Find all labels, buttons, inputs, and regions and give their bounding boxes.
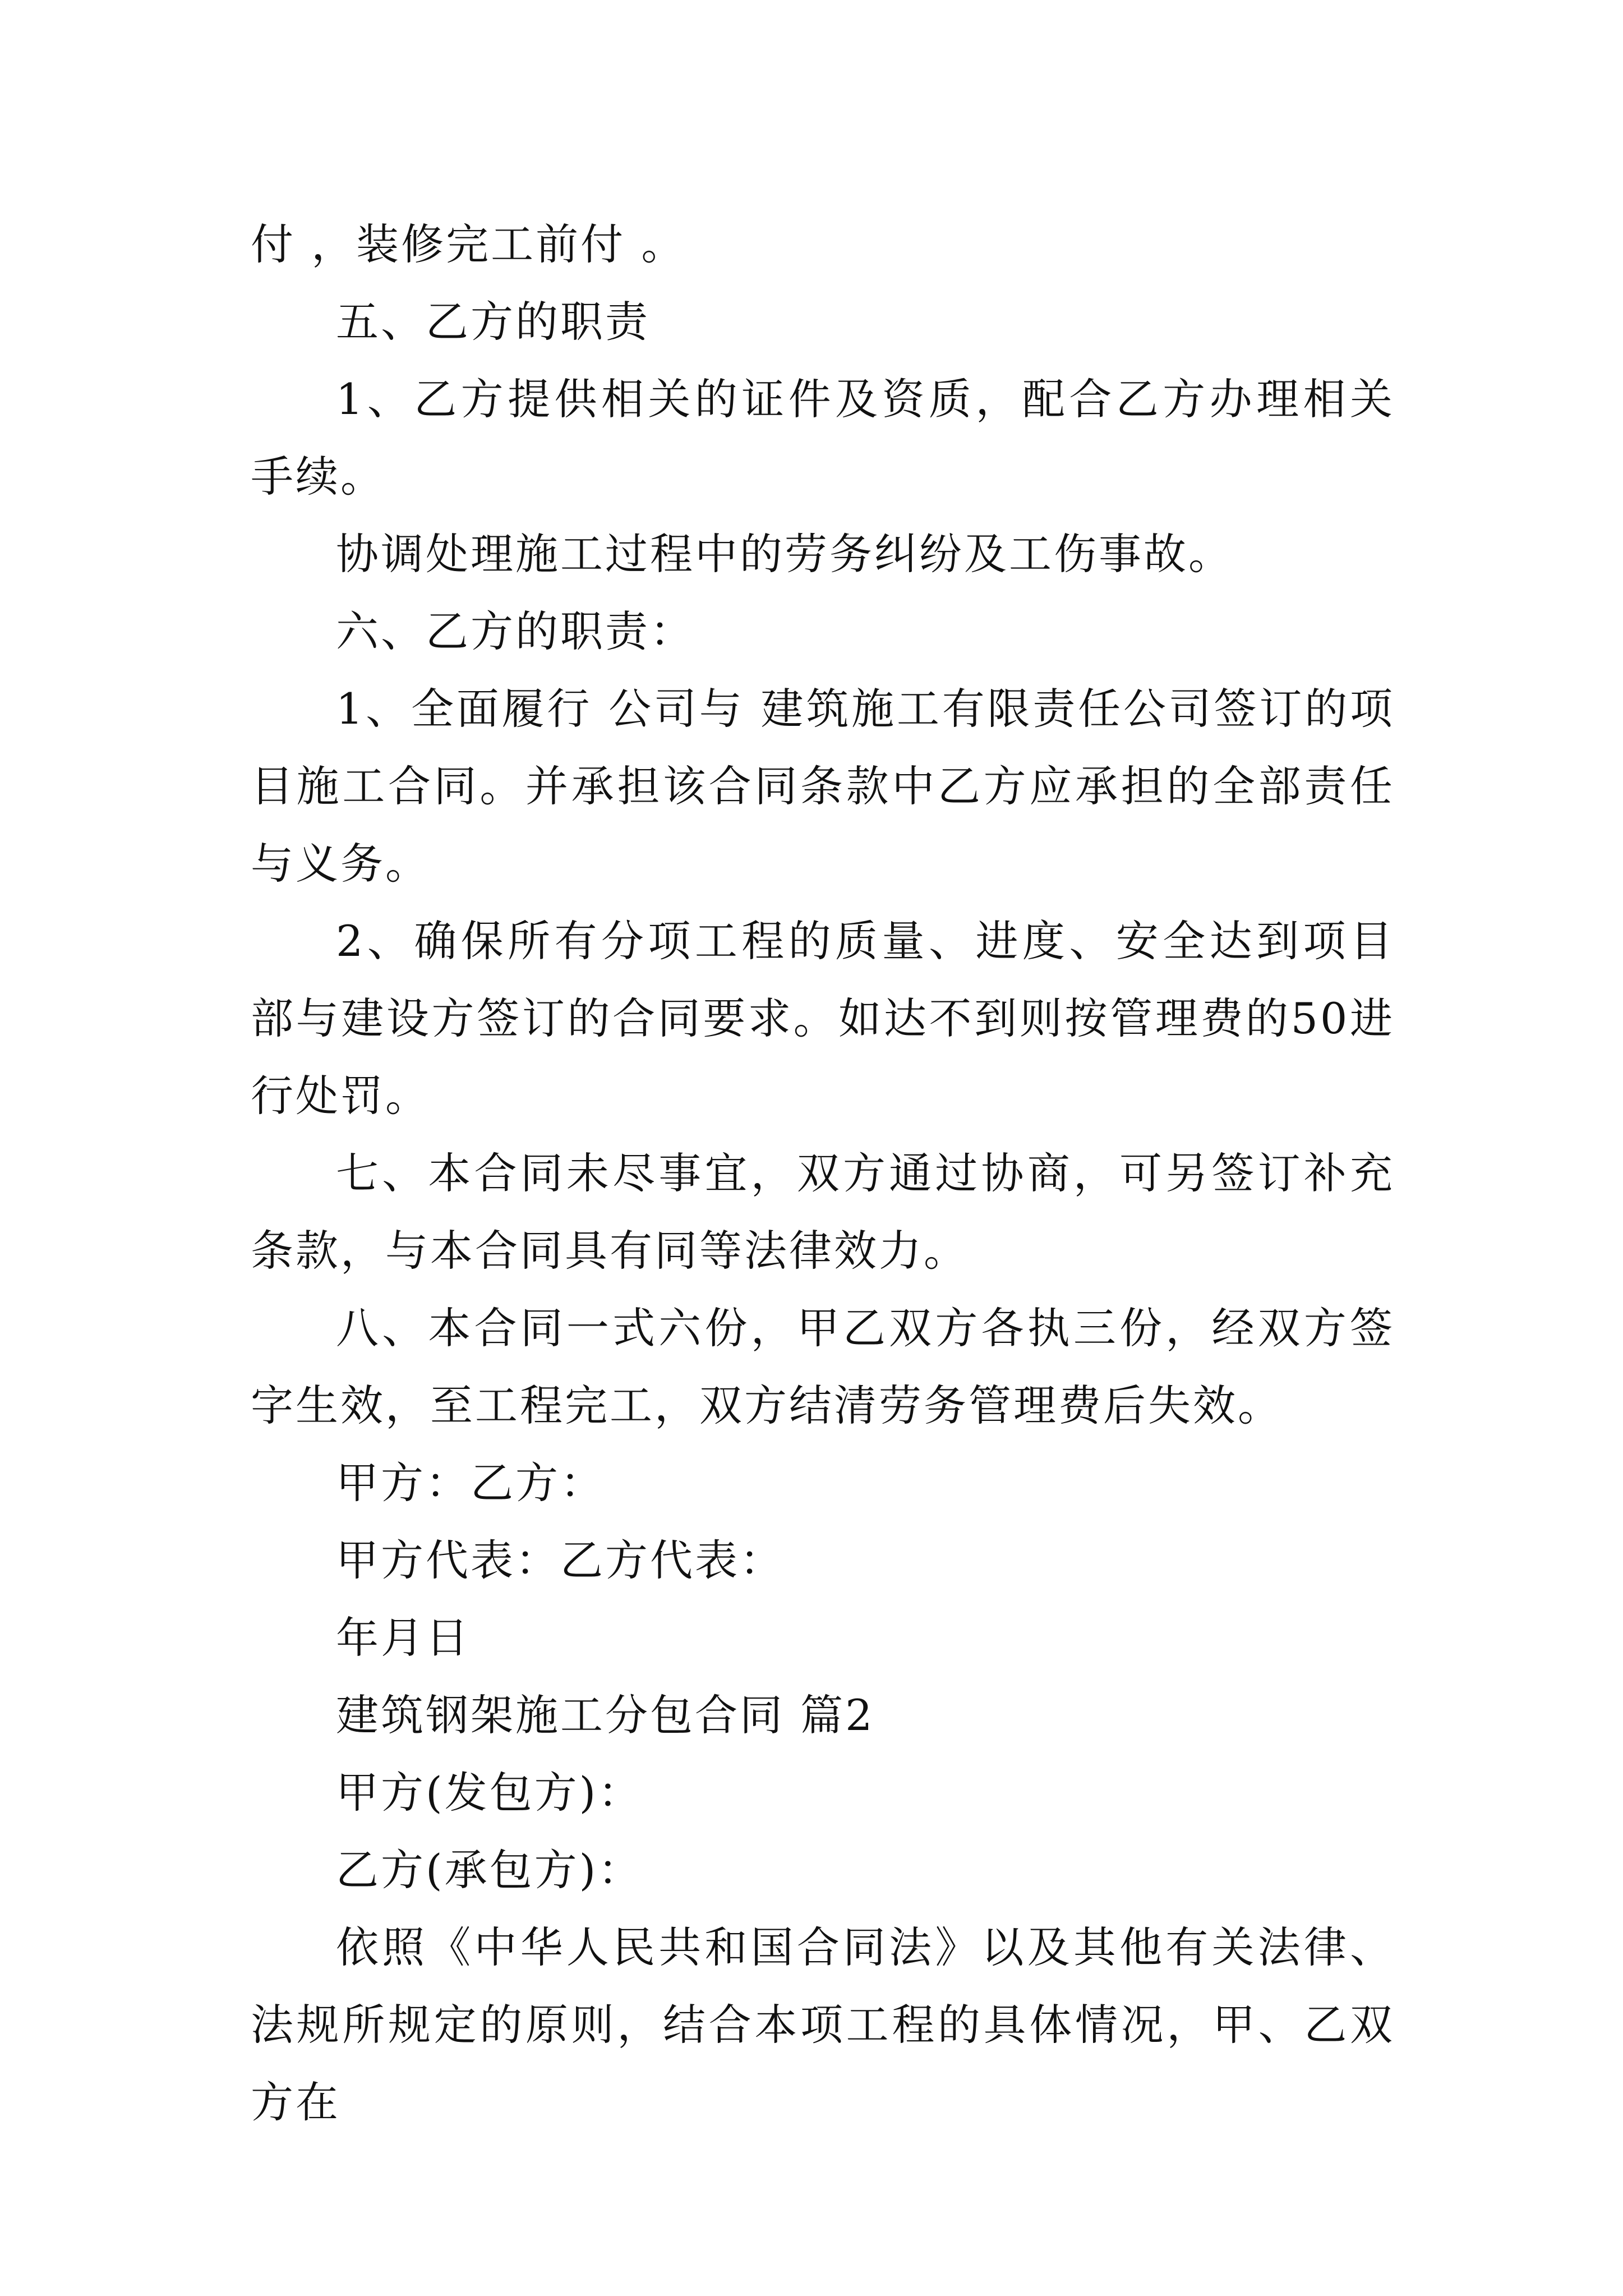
signature-representatives: 甲方代表：乙方代表： (336, 1535, 785, 1585)
paragraph-clause-6-1: 1、全面履行 公司与 建筑施工有限责任公司签订的项目施工合同。并承担该合同条款中乙方应承担的全部责任与义务。 (251, 684, 1395, 889)
paragraph-clause-7: 七、本合同未尽事宜，双方通过协商，可另签订补充条款，与本合同具有同等法律效力。 (251, 1148, 1395, 1276)
heading-party-b-duties-6: 六、乙方的职责： (336, 606, 695, 656)
paragraph-clause-8: 八、本合同一式六份，甲乙双方各执三份，经双方签字生效，至工程完工，双方结清劳务管理费后失效。 (251, 1303, 1395, 1430)
document-body (251, 206, 1395, 2141)
paragraph-clause-5-2: 协调处理施工过程中的劳务纠纷及工伤事故。 (336, 529, 1233, 579)
paragraph-clause-5-1: 1、乙方提供相关的证件及资质，配合乙方办理相关手续。 (251, 374, 1395, 501)
paragraph-legal-basis: 依照《中华人民共和国合同法》以及其他有关法律、法规所规定的原则，结合本项工程的具体情况，甲、乙双方在 (251, 1922, 1395, 2127)
signature-date: 年月日 (336, 1613, 471, 1663)
party-a-contractor: 甲方(发包方)： (336, 1768, 643, 1818)
party-b-subcontractor: 乙方(承包方)： (336, 1845, 643, 1895)
paragraph-payment-continuation: 付 ，装修完工前付 。 (251, 219, 686, 269)
heading-party-b-duties-5: 五、乙方的职责 (336, 297, 650, 347)
paragraph-clause-6-2: 2、确保所有分项工程的质量、进度、安全达到项目部与建设方签订的合同要求。如达不到则按管理费的50进行处罚。 (251, 916, 1395, 1121)
contract-title-2: 建筑钢架施工分包合同 篇2 (336, 1690, 875, 1740)
signature-parties: 甲方：乙方： (336, 1458, 605, 1508)
